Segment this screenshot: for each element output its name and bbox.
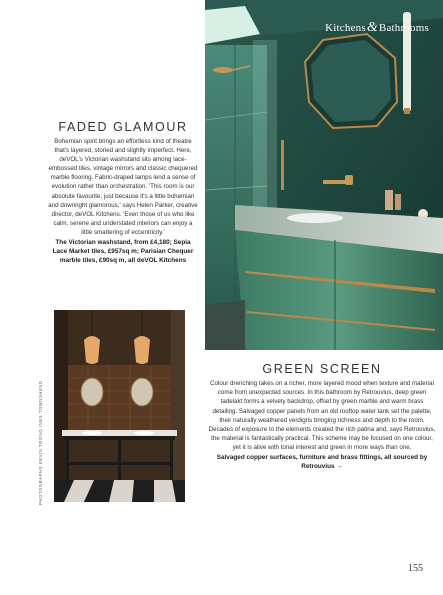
faded-glamour-credit: The Victorian washstand, from £4,180; Sepia Lace Market tiles, £957sq m; Parisian Chequer marble tiles, £90sq m, all deVOL Kitchens xyxy=(52,239,194,265)
washstand-illustration xyxy=(54,310,185,502)
faded-glamour-article xyxy=(48,120,198,265)
section-label-bathrooms: Bathrooms xyxy=(378,22,429,34)
photo-credit: PHOTOGRAPHS KEVIN TRONG INES TOWNSHEND xyxy=(38,380,43,505)
green-screen-article xyxy=(208,362,436,471)
section-tag xyxy=(325,20,429,36)
hero-photo-green-bathroom xyxy=(205,0,443,350)
faded-glamour-title: FADED GLAMOUR xyxy=(58,120,188,134)
green-screen-body: Colour drenching takes on a richer, more layered mood when texture and material come from unexpected sources. In this bathroom by Retrouvius, deep green tadelakt forms a velvety backdrop, offset by green marble and warm brass detailing. Salvaged copper panels from an old rooftop water tank set the palette, their naturally weathered verdigris bringing richness and depth to the room. Decades of exposure to the elements created the rich patina and, says Retrouvius, the material is fantastically practical. This scheme may be focused on one colour, yet it is alive with tonal interest and green in more ways than one. xyxy=(208,380,436,452)
page-number: 155 xyxy=(408,563,423,574)
section-ampersand: & xyxy=(366,20,378,35)
faded-glamour-body: Bohemian spirit brings an effortless kind of theatre that's layered, storied and slightly imperfect. Here, deVOL's Victorian washstand sits among lace-embossed tiles, vintage mirrors and classic chequered marble flooring. Fabric-draped lamps lend a sense of evolution rather than orchestration. 'This room is our absolute favourite, just because it's a little bohemian and downright glamorous,' says Helen Parker, creative director, deVOL Kitchens. 'Even those of us who like calm, serene and understated interiors can enjoy a little smattering of eccentricity.' xyxy=(48,138,198,236)
green-screen-title: GREEN SCREEN xyxy=(262,362,382,376)
victorian-washstand-photo xyxy=(54,310,185,502)
section-label-kitchens: Kitchens xyxy=(325,22,366,34)
green-bathroom-illustration xyxy=(205,0,443,350)
green-screen-credit: Salvaged copper surfaces, furniture and brass fittings, all sourced by Retrouvius → xyxy=(216,453,428,470)
